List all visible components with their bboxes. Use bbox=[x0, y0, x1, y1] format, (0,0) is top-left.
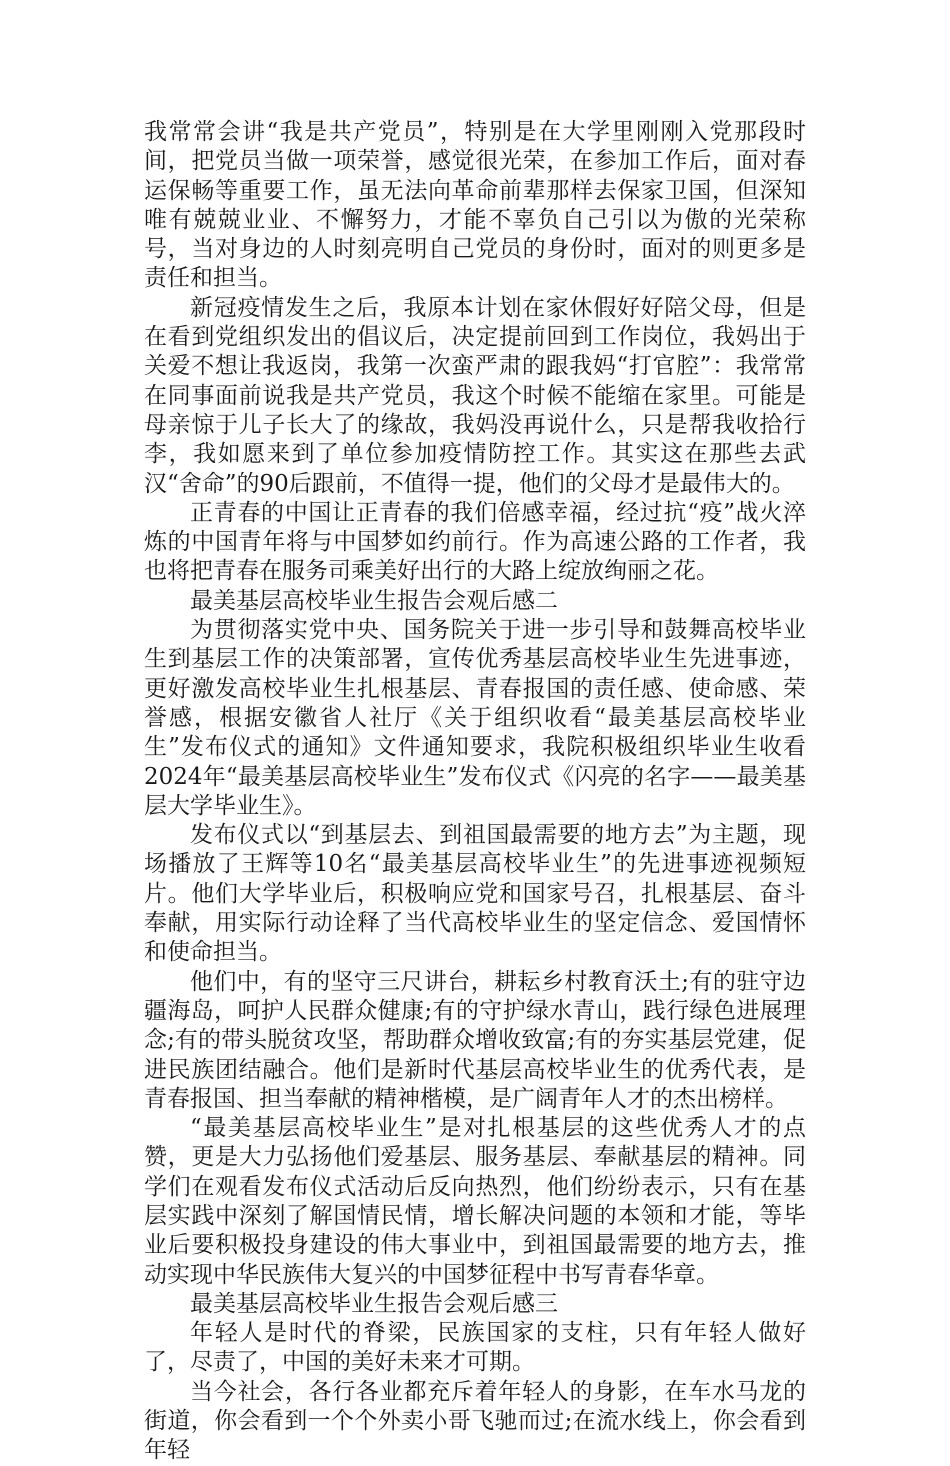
paragraph-society-youth: 当今社会，各行各业都充斥着年轻人的身影，在车水马龙的街道，你会看到一个个外卖小哥飞驰而过;在流水线上，你会看到年轻 bbox=[144, 1378, 806, 1464]
paragraph-ceremony-theme: 发布仪式以“到基层去、到祖国最需要的地方去”为主题，现场播放了王辉等10名“最美基层高校毕业生”的先进事迹视频短片。他们大学毕业后，积极响应党和国家号召，扎根基层、奋斗奉献，用实际行动诠释了当代高校毕业生的坚定信念、爱国情怀和使命担当。 bbox=[144, 822, 806, 966]
paragraph-policy-background: 为贯彻落实党中央、国务院关于进一步引导和鼓舞高校毕业生到基层工作的决策部署，宣传优秀基层高校毕业生先进事迹，更好激发高校毕业生扎根基层、青春报国的责任感、使命感、荣誉感，根据安徽省人社厅《关于组织收看“最美基层高校毕业生”发布仪式的通知》文件通知要求，我院积极组织毕业生收看2024年“最美基层高校毕业生”发布仪式《闪亮的名字——最美基层大学毕业生》。 bbox=[144, 617, 806, 819]
paragraph-student-response: “最美基层高校毕业生”是对扎根基层的这些优秀人才的点赞，更是大力弘扬他们爱基层、服务基层、奉献基层的精神。同学们在观看发布仪式活动后反向热烈，他们纷纷表示，只有在基层实践中深刻了解国情民情，增长解决问题的本领和才能，等毕业后要积极投身建设的伟大事业中，到祖国最需要的地方去，推动实现中华民族伟大复兴的中国梦征程中书写青春华章。 bbox=[144, 1115, 806, 1288]
section-heading-three: 最美基层高校毕业生报告会观后感三 bbox=[190, 1290, 558, 1317]
section-heading-two: 最美基层高校毕业生报告会观后感二 bbox=[190, 587, 558, 614]
paragraph-youth-china: 正青春的中国让正青春的我们倍感幸福，经过抗“疫”战火淬炼的中国青年将与中国梦如约前行。作为高速公路的工作者，我也将把青春在服务司乘美好出行的大路上绽放绚丽之花。 bbox=[144, 499, 806, 585]
document-page bbox=[144, 118, 806, 1466]
paragraph-graduate-examples: 他们中，有的坚守三尺讲台，耕耘乡村教育沃土;有的驻守边疆海岛，呵护人民群众健康;有的守护绿水青山，践行绿色进展理念;有的带头脱贫攻坚，帮助群众增收致富;有的夯实基层党建，促进民族团结融合。他们是新时代基层高校毕业生的优秀代表，是青春报国、担当奉献的精神楷模，是广阔青年人才的杰出榜样。 bbox=[144, 968, 806, 1112]
paragraph-party-member: 我常常会讲“我是共产党员”，特别是在大学里刚刚入党那段时间，把党员当做一项荣誉，感觉很光荣，在参加工作后，面对春运保畅等重要工作，虽无法向革命前辈那样去保家卫国，但深知唯有兢兢业业、不懈努力，才能不辜负自己引以为傲的光荣称号，当对身边的人时刻亮明自己党员的身份时，面对的则更多是责任和担当。 bbox=[144, 119, 806, 292]
paragraph-youth-backbone: 年轻人是时代的脊梁，民族国家的支柱，只有年轻人做好了，尽责了，中国的美好未来才可期。 bbox=[144, 1320, 806, 1376]
paragraph-epidemic-return: 新冠疫情发生之后，我原本计划在家休假好好陪父母，但是在看到党组织发出的倡议后，决定提前回到工作岗位，我妈出于关爱不想让我返岗，我第一次蛮严肃的跟我妈“打官腔”：我常常在同事面前说我是共产党员，我这个时候不能缩在家里。可能是母亲惊于儿子长大了的缘故，我妈没再说什么，只是帮我收拾行李，我如愿来到了单位参加疫情防控工作。其实这在那些去武汉“舍命”的90后跟前，不值得一提，他们的父母才是最伟大的。 bbox=[144, 294, 806, 497]
